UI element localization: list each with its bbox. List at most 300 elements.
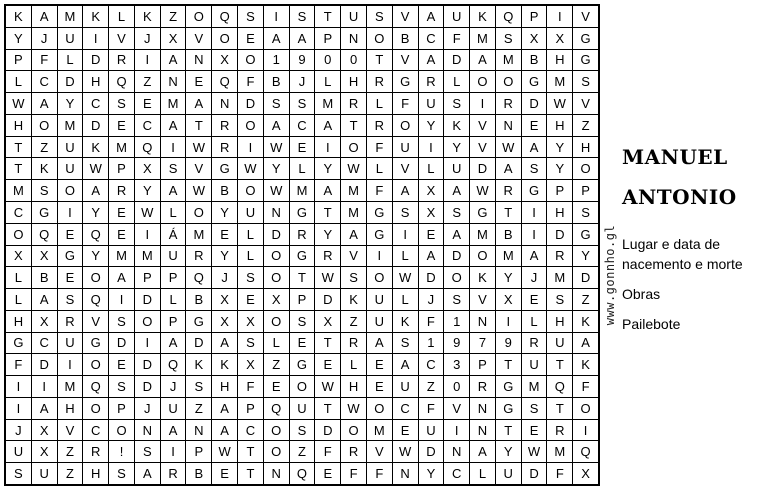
grid-cell[interactable]: D xyxy=(419,267,444,288)
grid-cell[interactable]: R xyxy=(547,246,572,267)
grid-cell[interactable]: Z xyxy=(58,463,83,484)
grid-cell[interactable]: A xyxy=(32,289,57,310)
grid-cell[interactable]: A xyxy=(393,354,418,375)
grid-cell[interactable]: Y xyxy=(83,202,108,223)
grid-cell[interactable]: X xyxy=(32,311,57,332)
grid-cell[interactable]: D xyxy=(444,246,469,267)
grid-cell[interactable]: S xyxy=(109,93,134,114)
grid-cell[interactable]: Q xyxy=(83,376,108,397)
grid-cell[interactable]: I xyxy=(6,376,31,397)
grid-cell[interactable]: E xyxy=(264,376,289,397)
grid-cell[interactable]: X xyxy=(238,311,263,332)
grid-cell[interactable]: U xyxy=(496,463,521,484)
grid-cell[interactable]: 9 xyxy=(496,333,521,354)
grid-cell[interactable]: D xyxy=(315,289,340,310)
grid-cell[interactable]: A xyxy=(161,115,186,136)
grid-cell[interactable]: N xyxy=(186,50,211,71)
grid-cell[interactable]: C xyxy=(444,463,469,484)
grid-cell[interactable]: U xyxy=(341,6,366,27)
grid-cell[interactable]: J xyxy=(135,28,160,49)
grid-cell[interactable]: K xyxy=(83,137,108,158)
grid-cell[interactable]: G xyxy=(573,50,598,71)
grid-cell[interactable]: R xyxy=(367,115,392,136)
grid-cell[interactable]: O xyxy=(367,28,392,49)
grid-cell[interactable]: L xyxy=(238,246,263,267)
grid-cell[interactable]: O xyxy=(341,137,366,158)
grid-cell[interactable]: D xyxy=(547,224,572,245)
grid-cell[interactable]: X xyxy=(32,420,57,441)
grid-cell[interactable]: O xyxy=(6,224,31,245)
grid-cell[interactable]: A xyxy=(522,137,547,158)
grid-cell[interactable]: X xyxy=(212,311,237,332)
grid-cell[interactable]: W xyxy=(186,137,211,158)
grid-cell[interactable]: N xyxy=(212,93,237,114)
grid-cell[interactable]: N xyxy=(186,420,211,441)
grid-cell[interactable]: Q xyxy=(135,137,160,158)
grid-cell[interactable]: U xyxy=(161,246,186,267)
grid-cell[interactable]: U xyxy=(444,158,469,179)
grid-cell[interactable]: V xyxy=(573,6,598,27)
grid-cell[interactable]: M xyxy=(58,6,83,27)
grid-cell[interactable]: R xyxy=(161,463,186,484)
grid-cell[interactable]: S xyxy=(6,463,31,484)
grid-cell[interactable]: K xyxy=(135,6,160,27)
grid-cell[interactable]: 0 xyxy=(315,50,340,71)
grid-cell[interactable]: K xyxy=(444,115,469,136)
grid-cell[interactable]: H xyxy=(547,311,572,332)
grid-cell[interactable]: R xyxy=(212,115,237,136)
grid-cell[interactable]: E xyxy=(212,463,237,484)
grid-cell[interactable]: I xyxy=(135,333,160,354)
grid-cell[interactable]: G xyxy=(496,376,521,397)
grid-cell[interactable]: C xyxy=(290,115,315,136)
grid-cell[interactable]: Y xyxy=(83,246,108,267)
grid-cell[interactable]: S xyxy=(290,420,315,441)
grid-cell[interactable]: P xyxy=(186,441,211,462)
grid-cell[interactable]: S xyxy=(573,202,598,223)
grid-cell[interactable]: M xyxy=(109,246,134,267)
grid-cell[interactable]: K xyxy=(393,311,418,332)
grid-cell[interactable]: P xyxy=(238,398,263,419)
grid-cell[interactable]: L xyxy=(6,289,31,310)
grid-cell[interactable]: E xyxy=(58,267,83,288)
grid-cell[interactable]: M xyxy=(290,180,315,201)
grid-cell[interactable]: D xyxy=(264,224,289,245)
grid-cell[interactable]: O xyxy=(341,420,366,441)
grid-cell[interactable]: E xyxy=(109,224,134,245)
grid-cell[interactable]: I xyxy=(264,6,289,27)
grid-cell[interactable]: R xyxy=(496,93,521,114)
grid-cell[interactable]: N xyxy=(470,420,495,441)
grid-cell[interactable]: O xyxy=(83,354,108,375)
grid-cell[interactable]: O xyxy=(264,441,289,462)
grid-cell[interactable]: D xyxy=(58,71,83,92)
grid-cell[interactable]: C xyxy=(238,420,263,441)
grid-cell[interactable]: T xyxy=(367,50,392,71)
grid-cell[interactable]: T xyxy=(547,354,572,375)
grid-cell[interactable]: X xyxy=(6,246,31,267)
grid-cell[interactable]: O xyxy=(264,246,289,267)
grid-cell[interactable]: A xyxy=(419,50,444,71)
grid-cell[interactable]: A xyxy=(444,224,469,245)
grid-cell[interactable]: M xyxy=(186,224,211,245)
grid-cell[interactable]: E xyxy=(419,224,444,245)
grid-cell[interactable]: W xyxy=(264,137,289,158)
grid-cell[interactable]: V xyxy=(109,28,134,49)
grid-cell[interactable]: D xyxy=(419,441,444,462)
grid-cell[interactable]: G xyxy=(212,158,237,179)
grid-cell[interactable]: X xyxy=(212,289,237,310)
grid-cell[interactable]: R xyxy=(496,180,521,201)
grid-cell[interactable]: Q xyxy=(32,224,57,245)
grid-cell[interactable]: Z xyxy=(58,441,83,462)
grid-cell[interactable]: A xyxy=(32,93,57,114)
grid-cell[interactable]: D xyxy=(83,50,108,71)
grid-cell[interactable]: C xyxy=(32,333,57,354)
grid-cell[interactable]: V xyxy=(444,398,469,419)
grid-cell[interactable]: X xyxy=(32,246,57,267)
grid-cell[interactable]: N xyxy=(444,441,469,462)
grid-cell[interactable]: H xyxy=(212,376,237,397)
grid-cell[interactable]: U xyxy=(58,333,83,354)
grid-cell[interactable]: B xyxy=(212,180,237,201)
grid-cell[interactable]: T xyxy=(315,6,340,27)
grid-cell[interactable]: T xyxy=(6,158,31,179)
grid-cell[interactable]: G xyxy=(522,180,547,201)
grid-cell[interactable]: M xyxy=(522,376,547,397)
grid-cell[interactable]: Z xyxy=(419,376,444,397)
grid-cell[interactable]: A xyxy=(212,420,237,441)
grid-cell[interactable]: F xyxy=(341,463,366,484)
grid-cell[interactable]: I xyxy=(444,420,469,441)
grid-cell[interactable]: G xyxy=(32,202,57,223)
grid-cell[interactable]: Y xyxy=(212,246,237,267)
grid-cell[interactable]: O xyxy=(367,398,392,419)
grid-cell[interactable]: R xyxy=(109,50,134,71)
grid-cell[interactable]: X xyxy=(161,28,186,49)
grid-cell[interactable]: Z xyxy=(161,6,186,27)
grid-cell[interactable]: S xyxy=(109,311,134,332)
grid-cell[interactable]: W xyxy=(135,202,160,223)
grid-cell[interactable]: B xyxy=(32,267,57,288)
grid-cell[interactable]: Q xyxy=(212,6,237,27)
grid-cell[interactable]: O xyxy=(83,398,108,419)
grid-cell[interactable]: I xyxy=(522,202,547,223)
grid-cell[interactable]: F xyxy=(573,376,598,397)
grid-cell[interactable]: I xyxy=(6,398,31,419)
grid-cell[interactable]: S xyxy=(573,71,598,92)
grid-cell[interactable]: G xyxy=(573,224,598,245)
grid-cell[interactable]: C xyxy=(135,115,160,136)
grid-cell[interactable]: R xyxy=(83,441,108,462)
grid-cell[interactable]: Q xyxy=(109,71,134,92)
grid-cell[interactable]: B xyxy=(264,71,289,92)
grid-cell[interactable]: M xyxy=(161,93,186,114)
grid-cell[interactable]: L xyxy=(367,158,392,179)
grid-cell[interactable]: Y xyxy=(547,158,572,179)
grid-cell[interactable]: D xyxy=(109,333,134,354)
grid-cell[interactable]: R xyxy=(341,441,366,462)
grid-cell[interactable]: V xyxy=(393,50,418,71)
grid-cell[interactable]: J xyxy=(290,71,315,92)
grid-cell[interactable]: A xyxy=(315,180,340,201)
grid-cell[interactable]: W xyxy=(264,180,289,201)
grid-cell[interactable]: O xyxy=(470,246,495,267)
grid-cell[interactable]: J xyxy=(212,267,237,288)
grid-cell[interactable]: S xyxy=(135,441,160,462)
grid-cell[interactable]: V xyxy=(367,441,392,462)
grid-cell[interactable]: S xyxy=(444,289,469,310)
grid-cell[interactable]: L xyxy=(6,267,31,288)
grid-cell[interactable]: E xyxy=(58,224,83,245)
grid-cell[interactable]: S xyxy=(238,267,263,288)
grid-cell[interactable]: R xyxy=(290,224,315,245)
grid-cell[interactable]: C xyxy=(393,398,418,419)
grid-cell[interactable]: T xyxy=(6,137,31,158)
grid-cell[interactable]: L xyxy=(6,71,31,92)
grid-cell[interactable]: A xyxy=(496,158,521,179)
grid-cell[interactable]: X xyxy=(573,463,598,484)
grid-cell[interactable]: E xyxy=(522,420,547,441)
grid-cell[interactable]: L xyxy=(522,311,547,332)
grid-cell[interactable]: X xyxy=(135,158,160,179)
grid-cell[interactable]: Z xyxy=(573,115,598,136)
grid-cell[interactable]: E xyxy=(522,289,547,310)
grid-cell[interactable]: O xyxy=(470,71,495,92)
grid-cell[interactable]: A xyxy=(573,333,598,354)
grid-cell[interactable]: W xyxy=(522,441,547,462)
grid-cell[interactable]: Y xyxy=(573,246,598,267)
grid-cell[interactable]: D xyxy=(83,115,108,136)
grid-cell[interactable]: M xyxy=(547,71,572,92)
grid-cell[interactable]: D xyxy=(315,420,340,441)
grid-cell[interactable]: O xyxy=(186,6,211,27)
grid-cell[interactable]: U xyxy=(444,6,469,27)
grid-cell[interactable]: P xyxy=(109,398,134,419)
grid-cell[interactable]: S xyxy=(522,398,547,419)
grid-cell[interactable]: M xyxy=(367,420,392,441)
grid-cell[interactable]: F xyxy=(32,50,57,71)
grid-cell[interactable]: S xyxy=(547,289,572,310)
grid-cell[interactable]: F xyxy=(238,376,263,397)
grid-cell[interactable]: R xyxy=(212,137,237,158)
grid-cell[interactable]: L xyxy=(290,158,315,179)
grid-cell[interactable]: U xyxy=(161,398,186,419)
grid-cell[interactable]: L xyxy=(341,354,366,375)
grid-cell[interactable]: G xyxy=(290,246,315,267)
grid-cell[interactable]: M xyxy=(341,202,366,223)
grid-cell[interactable]: 3 xyxy=(444,354,469,375)
grid-cell[interactable]: S xyxy=(109,463,134,484)
grid-cell[interactable]: U xyxy=(238,202,263,223)
grid-cell[interactable]: C xyxy=(419,28,444,49)
grid-cell[interactable]: R xyxy=(522,333,547,354)
grid-cell[interactable]: J xyxy=(522,267,547,288)
grid-cell[interactable]: X xyxy=(212,50,237,71)
grid-cell[interactable]: 0 xyxy=(341,50,366,71)
grid-cell[interactable]: S xyxy=(161,158,186,179)
grid-cell[interactable]: T xyxy=(315,333,340,354)
grid-cell[interactable]: L xyxy=(315,71,340,92)
grid-cell[interactable]: X xyxy=(315,311,340,332)
grid-cell[interactable]: S xyxy=(367,6,392,27)
grid-cell[interactable]: K xyxy=(341,289,366,310)
grid-cell[interactable]: M xyxy=(58,376,83,397)
grid-cell[interactable]: B xyxy=(522,50,547,71)
grid-cell[interactable]: J xyxy=(32,28,57,49)
grid-cell[interactable]: V xyxy=(573,93,598,114)
grid-cell[interactable]: W xyxy=(238,158,263,179)
grid-cell[interactable]: I xyxy=(393,224,418,245)
grid-cell[interactable]: I xyxy=(135,50,160,71)
grid-cell[interactable]: V xyxy=(186,28,211,49)
grid-cell[interactable]: I xyxy=(367,246,392,267)
grid-cell[interactable]: Z xyxy=(573,289,598,310)
grid-cell[interactable]: D xyxy=(470,158,495,179)
grid-cell[interactable]: M xyxy=(315,93,340,114)
grid-cell[interactable]: S xyxy=(444,202,469,223)
grid-cell[interactable]: T xyxy=(496,354,521,375)
grid-cell[interactable]: F xyxy=(367,463,392,484)
grid-cell[interactable]: S xyxy=(393,333,418,354)
grid-cell[interactable]: E xyxy=(109,354,134,375)
grid-cell[interactable]: O xyxy=(573,398,598,419)
grid-cell[interactable]: D xyxy=(186,333,211,354)
grid-cell[interactable]: S xyxy=(341,267,366,288)
grid-cell[interactable]: Z xyxy=(186,398,211,419)
grid-cell[interactable]: D xyxy=(135,289,160,310)
grid-cell[interactable]: I xyxy=(238,137,263,158)
grid-cell[interactable]: H xyxy=(547,50,572,71)
grid-cell[interactable]: R xyxy=(315,246,340,267)
grid-cell[interactable]: U xyxy=(6,441,31,462)
grid-cell[interactable]: G xyxy=(6,333,31,354)
grid-cell[interactable]: I xyxy=(522,224,547,245)
grid-cell[interactable]: A xyxy=(32,398,57,419)
grid-cell[interactable]: W xyxy=(547,93,572,114)
grid-cell[interactable]: I xyxy=(135,224,160,245)
grid-cell[interactable]: N xyxy=(264,202,289,223)
grid-cell[interactable]: A xyxy=(264,28,289,49)
grid-cell[interactable]: H xyxy=(341,71,366,92)
grid-cell[interactable]: E xyxy=(367,354,392,375)
grid-cell[interactable]: G xyxy=(290,202,315,223)
grid-cell[interactable]: S xyxy=(32,180,57,201)
grid-cell[interactable]: L xyxy=(470,463,495,484)
grid-cell[interactable]: R xyxy=(419,71,444,92)
grid-cell[interactable]: A xyxy=(161,180,186,201)
grid-cell[interactable]: 9 xyxy=(444,333,469,354)
grid-cell[interactable]: S xyxy=(58,289,83,310)
grid-cell[interactable]: P xyxy=(109,158,134,179)
grid-cell[interactable]: K xyxy=(573,311,598,332)
grid-cell[interactable]: Q xyxy=(547,376,572,397)
grid-cell[interactable]: T xyxy=(315,398,340,419)
grid-cell[interactable]: O xyxy=(212,28,237,49)
grid-cell[interactable]: O xyxy=(393,115,418,136)
grid-cell[interactable]: Q xyxy=(573,441,598,462)
grid-cell[interactable]: U xyxy=(547,333,572,354)
grid-cell[interactable]: S xyxy=(238,6,263,27)
grid-cell[interactable]: W xyxy=(496,137,521,158)
grid-cell[interactable]: E xyxy=(135,93,160,114)
grid-cell[interactable]: A xyxy=(212,398,237,419)
grid-cell[interactable]: E xyxy=(290,137,315,158)
grid-cell[interactable]: V xyxy=(83,311,108,332)
grid-cell[interactable]: Y xyxy=(547,137,572,158)
grid-cell[interactable]: J xyxy=(419,289,444,310)
grid-cell[interactable]: Y xyxy=(419,463,444,484)
grid-cell[interactable]: Y xyxy=(212,202,237,223)
grid-cell[interactable]: F xyxy=(6,354,31,375)
grid-cell[interactable]: F xyxy=(238,71,263,92)
grid-cell[interactable]: U xyxy=(58,158,83,179)
grid-cell[interactable]: 7 xyxy=(470,333,495,354)
grid-cell[interactable]: B xyxy=(393,28,418,49)
grid-cell[interactable]: O xyxy=(238,115,263,136)
grid-cell[interactable]: E xyxy=(109,115,134,136)
grid-cell[interactable]: R xyxy=(341,93,366,114)
grid-cell[interactable]: E xyxy=(290,333,315,354)
grid-cell[interactable]: I xyxy=(496,311,521,332)
grid-cell[interactable]: S xyxy=(109,376,134,397)
grid-cell[interactable]: S xyxy=(522,158,547,179)
grid-cell[interactable]: F xyxy=(393,93,418,114)
grid-cell[interactable]: U xyxy=(290,398,315,419)
grid-cell[interactable]: T xyxy=(315,202,340,223)
grid-cell[interactable]: Z xyxy=(341,311,366,332)
grid-cell[interactable]: A xyxy=(135,463,160,484)
grid-cell[interactable]: F xyxy=(547,463,572,484)
grid-cell[interactable]: G xyxy=(367,202,392,223)
grid-cell[interactable]: T xyxy=(238,441,263,462)
grid-cell[interactable]: F xyxy=(367,180,392,201)
grid-cell[interactable]: X xyxy=(264,289,289,310)
grid-cell[interactable]: T xyxy=(496,202,521,223)
grid-cell[interactable]: M xyxy=(58,115,83,136)
grid-cell[interactable]: G xyxy=(367,224,392,245)
grid-cell[interactable]: N xyxy=(135,420,160,441)
grid-cell[interactable]: N xyxy=(264,463,289,484)
grid-cell[interactable]: N xyxy=(393,463,418,484)
grid-cell[interactable]: P xyxy=(470,354,495,375)
grid-cell[interactable]: U xyxy=(393,137,418,158)
grid-cell[interactable]: X xyxy=(419,202,444,223)
grid-cell[interactable]: E xyxy=(212,224,237,245)
grid-cell[interactable]: I xyxy=(161,137,186,158)
grid-cell[interactable]: I xyxy=(32,376,57,397)
grid-cell[interactable]: U xyxy=(367,311,392,332)
grid-cell[interactable]: U xyxy=(58,28,83,49)
grid-cell[interactable]: H xyxy=(83,463,108,484)
grid-cell[interactable]: A xyxy=(419,246,444,267)
grid-cell[interactable]: A xyxy=(264,115,289,136)
grid-cell[interactable]: A xyxy=(83,180,108,201)
grid-cell[interactable]: O xyxy=(573,158,598,179)
grid-cell[interactable]: 0 xyxy=(444,376,469,397)
grid-cell[interactable]: B xyxy=(186,463,211,484)
grid-cell[interactable]: M xyxy=(470,28,495,49)
grid-cell[interactable]: U xyxy=(393,376,418,397)
grid-cell[interactable]: L xyxy=(161,289,186,310)
grid-cell[interactable]: I xyxy=(315,137,340,158)
grid-cell[interactable]: M xyxy=(496,50,521,71)
grid-cell[interactable]: V xyxy=(393,158,418,179)
grid-cell[interactable]: Y xyxy=(58,93,83,114)
grid-cell[interactable]: S xyxy=(393,202,418,223)
grid-cell[interactable]: Q xyxy=(496,6,521,27)
grid-cell[interactable]: O xyxy=(109,420,134,441)
